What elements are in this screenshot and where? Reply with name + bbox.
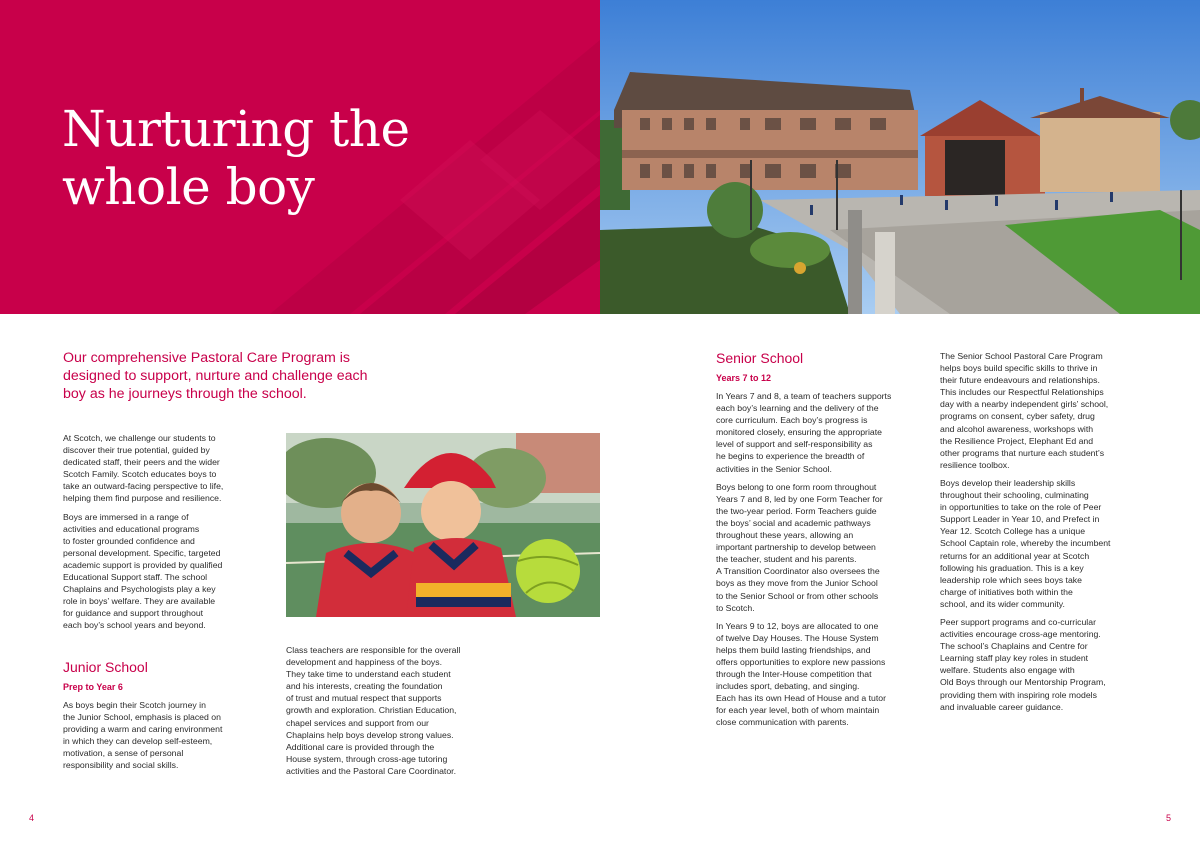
intro-statement: Our comprehensive Pastoral Care Program is designed to support, nurture and challenge each boy as he journeys through the school.: [63, 350, 368, 402]
junior-school-heading: Junior School: [63, 659, 148, 675]
senior-column: [716, 390, 926, 735]
hero-title-line-2: whole boy: [62, 158, 315, 216]
hero-title: [62, 100, 410, 216]
right-paragraph-3: Peer support programs and co-curricular activities encourage cross-age mentoring. The school’s Chaplains and Centre for Learning staff play key roles in student welfare. Students also engage with Old Boys through our Mentorship Program, providing them with inspiring role models and invaluable career guidance.: [940, 616, 1106, 712]
senior-paragraph-2: Boys belong to one form room throughout Years 7 and 8, led by one Form Teacher for the two-year period. Form Teachers guide the boys’ social and academic pathways throughout these years, allowing an important partnership to develop between the teacher, student and his parents. A Transition Coordinator also oversees the boys as they move from the Junior School to the Senior School or from other schools to Scotch.: [716, 481, 883, 613]
senior-school-subheading: Years 7 to 12: [716, 373, 772, 383]
junior-paragraph-1: As boys begin their Scotch journey in the Junior School, emphasis is placed on providing a warm and caring environment in which they can develop self-esteem, motivation, a sense of personal responsibility and social skills.: [63, 700, 223, 771]
junior-column: [63, 699, 263, 778]
right-column: [940, 350, 1145, 719]
senior-paragraph-1: In Years 7 and 8, a team of teachers supports each boy’s learning and the delivery of the core curriculum. Each boy’s progress is monitored closely, ensuring the appropriate level of support and self-responsibility as he begins to experience the breadth of activities in the Senior School.: [716, 391, 892, 474]
senior-school-heading: Senior School: [716, 350, 804, 366]
hero-banner: [0, 0, 600, 314]
hero-title-line-1: Nurturing the: [62, 100, 410, 158]
students-photo: [286, 433, 600, 617]
campus-photo: [600, 0, 1200, 314]
left-paragraph-2: Boys are immersed in a range of activities and educational programs to foster grounded confidence and personal development. Specific, targeted academic support is provided by qualified Educational Support staff. The school Chaplains and Psychologists play a key role in boys’ welfare. They are available for guidance and support throughout each boy’s school years and beyond.: [63, 511, 223, 631]
page-number-left: 4: [29, 813, 35, 823]
middle-column: [286, 644, 506, 783]
junior-school-subheading: Prep to Year 6: [63, 682, 123, 692]
campus-illustration: [600, 0, 1200, 314]
right-paragraph-2: Boys develop their leadership skills throughout their schooling, culminating in opportunities to take on the role of Peer Support Leader in Year 10, and Prefect in Year 12. Scotch College has a unique School Captain role, whereby the incumbent returns for an additional year at Scotch following his graduation. This is a key leadership role which sees boys take charge of initiatives both within the school, and its wider community.: [940, 477, 1111, 609]
left-column: [63, 432, 263, 638]
middle-paragraph-1: Class teachers are responsible for the overall development and happiness of the boys. They take time to understand each student and his interests, creating the foundation of trust and mutual respect that supports growth and exploration. Christian Education, chapel services and support from our Chaplains help boys develop strong values. Additional care is provided through the House system, through cross-age tutoring activities and the Pastoral Care Coordinator.: [286, 645, 461, 776]
left-paragraph-1: At Scotch, we challenge our students to discover their true potential, guided by dedicated staff, their peers and the wider Scotch Family. Scotch educates boys to take an outward-facing perspective to life, helping them find purpose and resilience.: [63, 433, 224, 504]
page-number-right: 5: [1166, 813, 1172, 823]
senior-paragraph-3: In Years 9 to 12, boys are allocated to one of twelve Day Houses. The House System helps them build lasting friendships, and offers opportunities to explore new passions through the Inter-House competition that includes sport, debating, and singing. Each has its own Head of House and a tutor for each year level, both of whom maintain close communication with parents.: [716, 620, 886, 728]
right-paragraph-1: The Senior School Pastoral Care Program helps boys build specific skills to thrive in their future endeavours and relationships. This includes our Respectful Relationships day with a nearby independent girls’ school, programs on consent, cyber safety, drug and alcohol awareness, workshops with the Resilience Project, Elephant Ed and other programs that nurture each student’s resilience toolbox.: [940, 351, 1109, 470]
students-illustration: [286, 433, 600, 617]
